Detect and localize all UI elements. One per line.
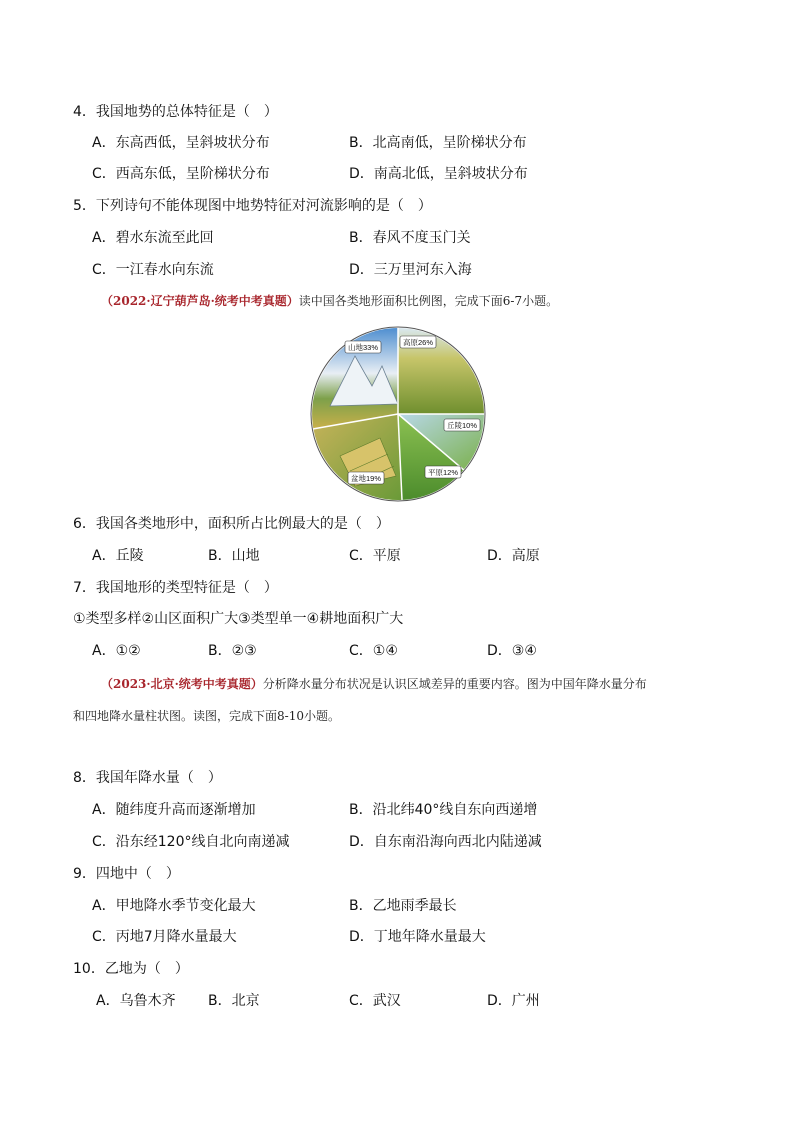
source-citation-1: （2022·辽宁葫芦岛·统考中考真题） — [101, 294, 299, 308]
terrain-pie-figure — [310, 326, 486, 502]
question-5-option-d: D．三万里河东入海 — [349, 262, 472, 278]
question-9-option-c: C．丙地7月降水量最大 — [92, 929, 237, 945]
section-intro-2 — [101, 674, 647, 694]
section-intro-1 — [101, 291, 558, 311]
question-5-option-c: C．一江春水向东流 — [92, 262, 214, 278]
pie-label-mountains: 山地33% — [348, 343, 379, 352]
pie-label-hills: 丘陵10% — [447, 421, 478, 430]
question-4-option-b: B．北高南低，呈阶梯状分布 — [349, 135, 527, 151]
question-7-option-b: B．②③ — [208, 643, 257, 659]
intro-2-text-line-2: 和四地降水量柱状图。读图，完成下面8-10小题。 — [73, 709, 340, 723]
question-6-stem: 6．我国各类地形中，面积所占比例最大的是（ ） — [73, 516, 390, 532]
pie-label-basin: 盆地19% — [351, 474, 382, 483]
question-8-stem: 8．我国年降水量（ ） — [73, 770, 222, 786]
question-4-option-a: A．东高西低，呈斜坡状分布 — [92, 135, 270, 151]
source-citation-2: （2023·北京·统考中考真题） — [101, 677, 263, 691]
question-6-option-a: A．丘陵 — [92, 548, 144, 564]
intro-2-text-line-1: 分析降水量分布状况是认识区域差异的重要内容。图为中国年降水量分布 — [262, 677, 647, 691]
question-7-option-c: C．①④ — [349, 643, 398, 659]
question-10-option-c: C．武汉 — [349, 993, 401, 1009]
question-10-option-a: A．乌鲁木齐 — [96, 993, 176, 1009]
terrain-pie-svg — [310, 326, 486, 502]
question-4-option-c: C．西高东低，呈阶梯状分布 — [92, 166, 270, 182]
intro-1-text: 读中国各类地形面积比例图，完成下面6-7小题。 — [298, 294, 559, 308]
question-5-option-a: A．碧水东流至此回 — [92, 230, 214, 246]
question-9-option-a: A．甲地降水季节变化最大 — [92, 898, 256, 914]
question-5-stem: 5．下列诗句不能体现图中地势特征对河流影响的是（ ） — [73, 198, 432, 214]
question-5-option-b: B．春风不度玉门关 — [349, 230, 471, 246]
question-4-option-d: D．南高北低，呈斜坡状分布 — [349, 166, 528, 182]
question-6-option-d: D．高原 — [487, 548, 540, 564]
question-8-option-d: D．自东南沿海向西北内陆递减 — [349, 834, 542, 850]
question-8-option-c: C．沿东经120°线自北向南递减 — [92, 834, 290, 850]
question-8-option-a: A．随纬度升高而逐渐增加 — [92, 802, 256, 818]
question-4-stem: 4．我国地势的总体特征是（ ） — [73, 104, 278, 120]
pie-label-plateau: 高原26% — [403, 338, 434, 347]
question-6-option-c: C．平原 — [349, 548, 401, 564]
question-10-stem: 10．乙地为（ ） — [73, 961, 189, 977]
question-9-option-d: D．丁地年降水量最大 — [349, 929, 486, 945]
question-10-option-d: D．广州 — [487, 993, 540, 1009]
question-9-option-b: B．乙地雨季最长 — [349, 898, 457, 914]
question-7-statements: ①类型多样②山区面积广大③类型单一④耕地面积广大 — [73, 611, 404, 627]
question-7-option-a: A．①② — [92, 643, 141, 659]
question-8-option-b: B．沿北纬40°线自东向西递增 — [349, 802, 538, 818]
question-9-stem: 9．四地中（ ） — [73, 866, 180, 882]
question-7-option-d: D．③④ — [487, 643, 537, 659]
question-7-stem: 7．我国地形的类型特征是（ ） — [73, 580, 278, 596]
question-10-option-b: B．北京 — [208, 993, 260, 1009]
pie-label-plain: 平原12% — [428, 468, 459, 477]
question-6-option-b: B．山地 — [208, 548, 260, 564]
